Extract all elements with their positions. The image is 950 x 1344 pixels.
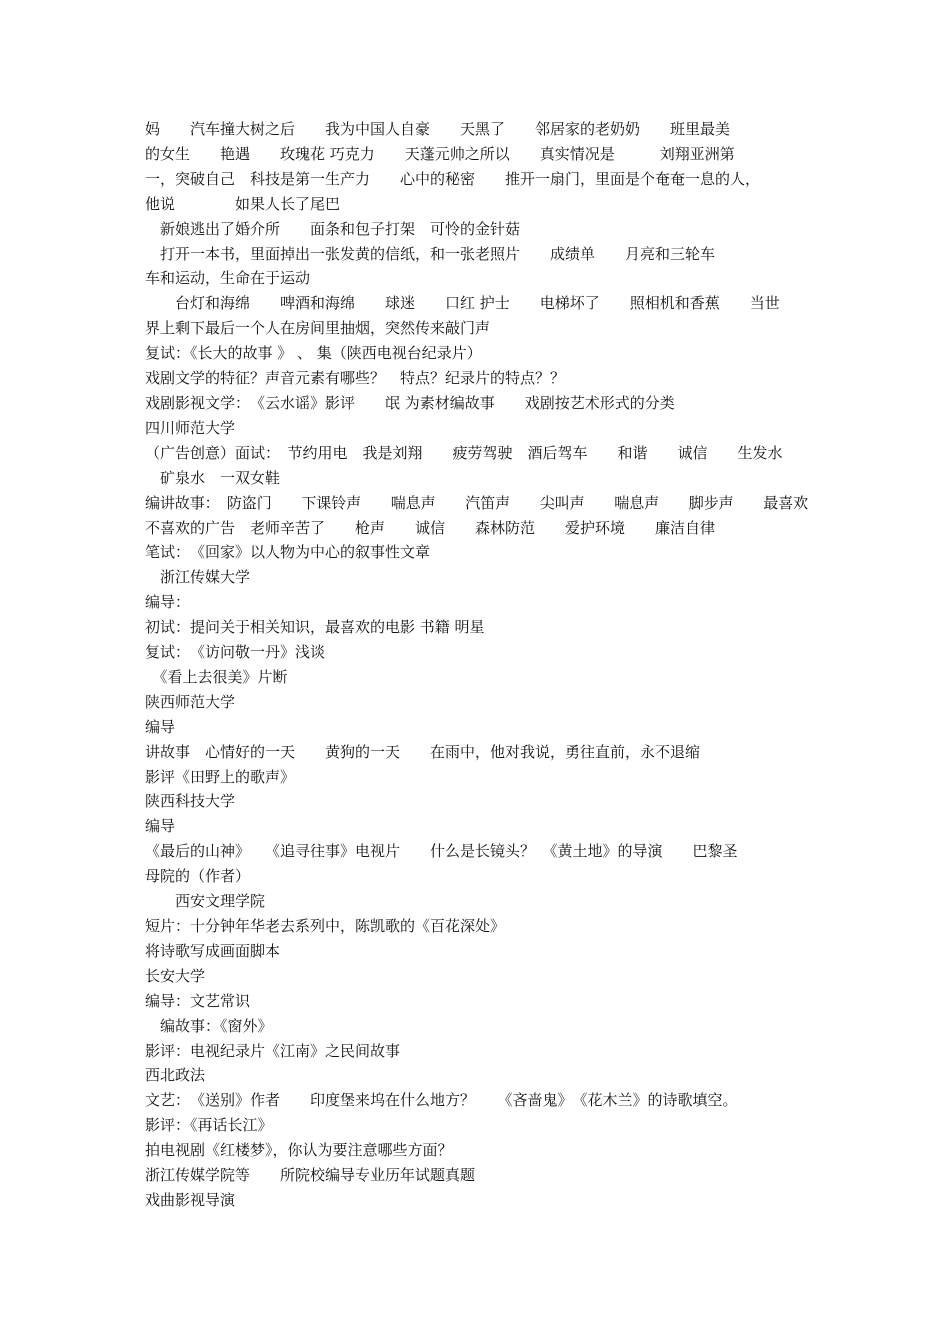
text-line: 复试：《长大的故事 》 、 集（陕西电视台纪录片） — [145, 344, 482, 363]
text-line: 浙江传媒学院等 所院校编导专业历年试题真题 — [145, 1166, 476, 1185]
text-line: 编讲故事： 防盗门 下课铃声 喘息声 汽笛声 尖叫声 喘息声 脚步声 最喜欢 — [145, 493, 809, 512]
text-line: 妈 汽车撞大树之后 我为中国人自豪 天黑了 邻居家的老奶奶 班里最美 — [145, 120, 731, 138]
text-line: 影评：《再话长江》 — [145, 1116, 273, 1135]
text-line: 陕西科技大学 — [145, 792, 236, 811]
text-line: 浙江传媒大学 — [145, 568, 251, 587]
text-line: 矿泉水 一双女鞋 — [145, 468, 281, 487]
text-line: 影评《田野上的歌声》 — [145, 767, 296, 786]
text-line: 母院的（作者） — [145, 867, 251, 886]
text-line: 他说 如果人长了尾巴 — [145, 194, 341, 213]
document-body — [145, 117, 810, 1213]
text-line: 四川师范大学 — [145, 418, 236, 437]
text-line: （广告创意）面试： 节约用电 我是刘翔 疲劳驾驶 酒后驾车 和谐 诚信 生发水 — [145, 443, 783, 462]
text-line: 车和运动，生命在于运动 — [145, 269, 311, 288]
text-line: 陕西师范大学 — [145, 692, 236, 711]
text-line: 一，突破自己 科技是第一生产力 心中的秘密 推开一扇门，里面是个奄奄一息的人， — [145, 169, 761, 188]
text-line: 影评：电视纪录片《江南》之民间故事 — [145, 1041, 401, 1060]
text-line: 编导：文艺常识 — [145, 991, 251, 1010]
text-line: 编故事：《窗外》 — [145, 1016, 273, 1035]
text-line: 界上剩下最后一个人在房间里抽烟，突然传来敲门声 — [145, 319, 491, 338]
text-line: 将诗歌写成画面脚本 — [145, 941, 281, 960]
text-line: 《看上去很美》片断 — [145, 667, 288, 686]
text-line: 拍电视剧《红楼梦》，你认为要注意哪些方面？ — [145, 1141, 453, 1160]
text-line: 编导： — [145, 593, 191, 612]
text-line: 戏剧文学的特征？声音元素有哪些？ 特点？纪录片的特点？？ — [145, 369, 566, 388]
text-line: 复试： 《访问敬一丹》浅谈 — [145, 643, 326, 662]
text-line: 不喜欢的广告 老师辛苦了 枪声 诚信 森林防范 爱护环境 廉洁自律 — [145, 518, 716, 537]
text-line: 台灯和海绵 啤酒和海绵 球迷 口红 护士 电梯坏了 照相机和香蕉 当世 — [145, 294, 780, 313]
text-line: 笔试： 《回家》以人物为中心的叙事性文章 — [145, 543, 431, 562]
text-line: 短片：十分钟年华老去系列中，陈凯歌的《百花深处》 — [145, 917, 506, 935]
text-line: 编导 — [145, 817, 176, 836]
text-line: 《最后的山神》 《追寻往事》电视片 什么是长镜头？ 《黄土地》的导演 巴黎圣 — [145, 842, 738, 861]
text-line: 戏剧影视文学： 《云水谣》影评 氓 为素材编故事 戏剧按艺术形式的分类 — [145, 393, 675, 412]
text-line: 编导 — [145, 717, 176, 736]
text-line: 讲故事 心情好的一天 黄狗的一天 在雨中，他对我说，勇往直前，永不退缩 — [145, 742, 701, 761]
text-line: 新娘逃出了婚介所 面条和包子打架 可怜的金针菇 — [145, 219, 521, 238]
text-line: 长安大学 — [145, 966, 206, 985]
text-line: 文艺： 《送别》作者 印度堡来坞在什么地方？ 《吝啬鬼》 《花木兰》的诗歌填空。 — [145, 1091, 738, 1110]
text-line: 戏曲影视导演 — [145, 1190, 236, 1209]
text-line: 西北政法 — [145, 1066, 206, 1085]
text-line: 初试：提问关于相关知识，最喜欢的电影 书籍 明星 — [145, 618, 485, 637]
text-line: 打开一本书，里面掉出一张发黄的信纸，和一张老照片 成绩单 月亮和三轮车 — [145, 244, 716, 263]
text-line: 的女生 艳遇 玫瑰花 巧克力 天蓬元帅之所以 真实情况是 刘翔亚洲第 — [145, 144, 735, 163]
text-line: 西安文理学院 — [145, 892, 266, 911]
